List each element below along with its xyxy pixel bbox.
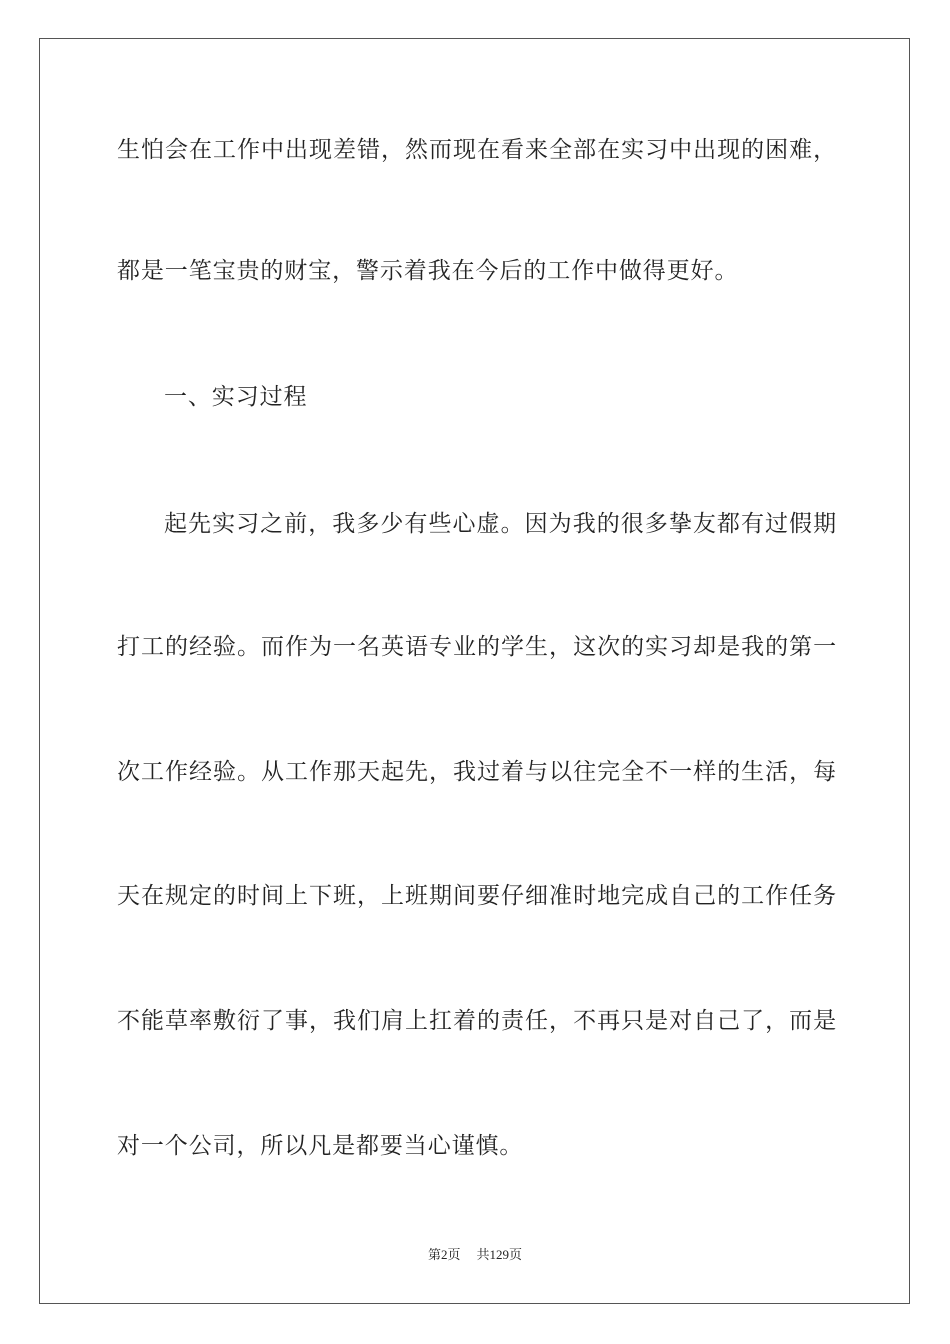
text-line: 生怕会在工作中出现差错，然而现在看来全部在实习中出现的困难， — [117, 137, 837, 163]
text-line: 起先实习之前，我多少有些心虚。因为我的很多挚友都有过假期 — [164, 511, 837, 537]
section-heading: 一、实习过程 — [164, 384, 308, 410]
page-footer — [0, 1246, 950, 1264]
page-border — [39, 38, 910, 1304]
total-pages: 共129页 — [476, 1247, 523, 1262]
text-line: 不能草率敷衍了事，我们肩上扛着的责任，不再只是对自己了，而是 — [117, 1008, 837, 1034]
text-line: 天在规定的时间上下班，上班期间要仔细准时地完成自己的工作任务 — [117, 883, 837, 909]
text-line: 对一个公司，所以凡是都要当心谨慎。 — [117, 1133, 524, 1159]
text-line: 次工作经验。从工作那天起先，我过着与以往完全不一样的生活，每 — [117, 759, 837, 785]
text-line: 都是一笔宝贵的财宝，警示着我在今后的工作中做得更好。 — [117, 258, 739, 284]
page-number: 第2页 — [427, 1247, 461, 1262]
text-line: 打工的经验。而作为一名英语专业的学生，这次的实习却是我的第一 — [117, 634, 837, 660]
